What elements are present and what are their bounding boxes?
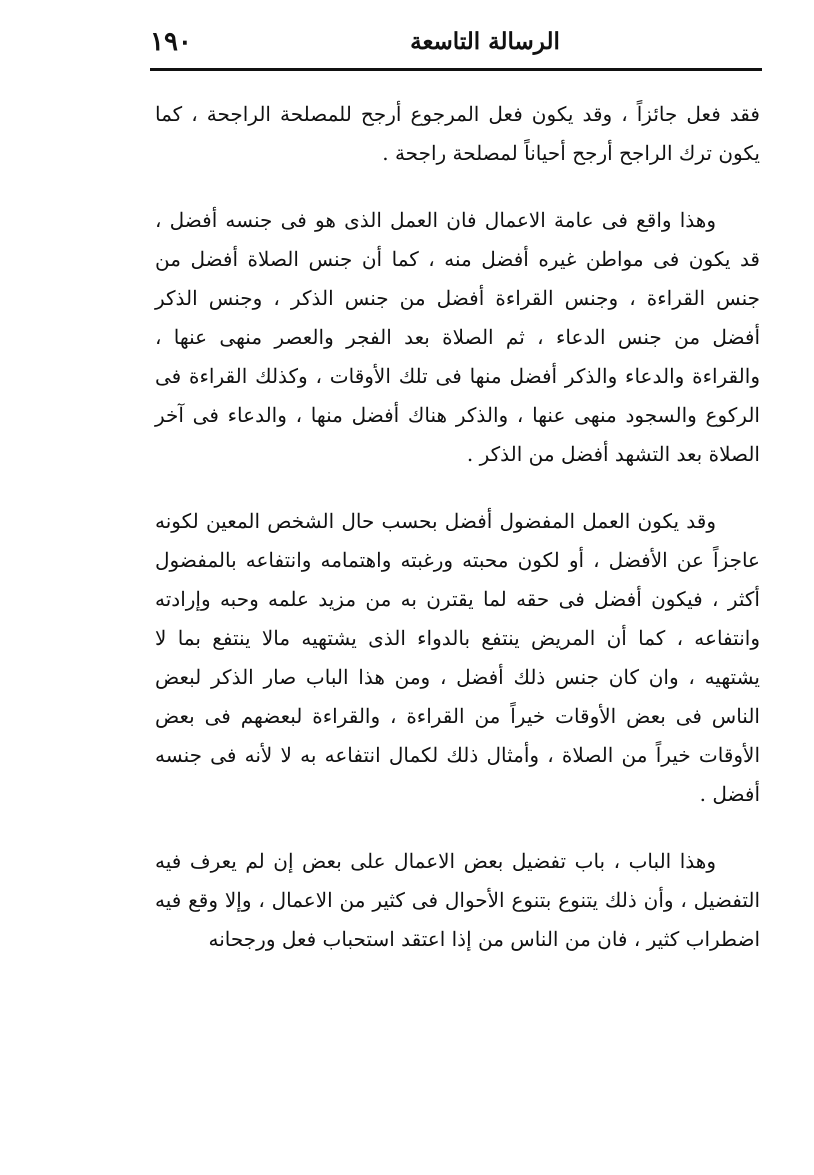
body-text (155, 95, 760, 987)
paragraph: فقد فعل جائزاً ، وقد يكون فعل المرجوع أرجح للمصلحة الراجحة ، كما يكون ترك الراجح أرجح أحياناً لمصلحة راجحة . (155, 102, 760, 165)
page-header (150, 22, 762, 62)
header-rule (150, 68, 762, 71)
page-number: ١٩٠ (150, 27, 192, 57)
running-title: الرسالة التاسعة (410, 28, 560, 55)
paragraph: وهذا الباب ، باب تفضيل بعض الاعمال على بعض إن لم يعرف فيه التفضيل ، وأن ذلك يتنوع بتنوع الأحوال فى كثير من الاعمال ، وإلا وقع فيه اضطراب كثير ، فان من الناس من إذا اعتقد استحباب فعل ورجحانه (155, 849, 760, 951)
paragraph: وقد يكون العمل المفضول أفضل بحسب حال الشخص المعين لكونه عاجزاً عن الأفضل ، أو لكون محبته ورغبته واهتمامه وانتفاعه بالمفضول أكثر ، فيكون أفضل فى حقه لما يقترن به من مزيد علمه وحبه وإرادته وانتفاعه ، كما أن المريض ينتفع بالدواء الذى يشتهيه مالا ينتفع بما لا يشتهيه ، وان كان جنس ذلك أفضل ، ومن هذا الباب صار الذكر لبعض الناس فى بعض الأوقات خيراً من القراءة ، والقراءة لبعضهم فى بعض الأوقات خيراً من الصلاة ، وأمثال ذلك لكمال انتفاعه به لا لأنه فى جنسه أفضل . (155, 509, 760, 806)
paragraph: وهذا واقع فى عامة الاعمال فان العمل الذى هو فى جنسه أفضل ، قد يكون فى مواطن غيره أفضل منه ، كما أن جنس الصلاة أفضل من جنس القراءة ، وجنس القراءة أفضل من جنس الذكر ، وجنس الذكر أفضل من جنس الدعاء ، ثم الصلاة بعد الفجر والعصر منهى عنها ، والقراءة والدعاء والذكر أفضل منها فى تلك الأوقات ، وكذلك القراءة فى الركوع والسجود منهى عنها ، والذكر هناك أفضل منها ، والدعاء فى آخر الصلاة بعد التشهد أفضل من الذكر . (155, 208, 760, 466)
